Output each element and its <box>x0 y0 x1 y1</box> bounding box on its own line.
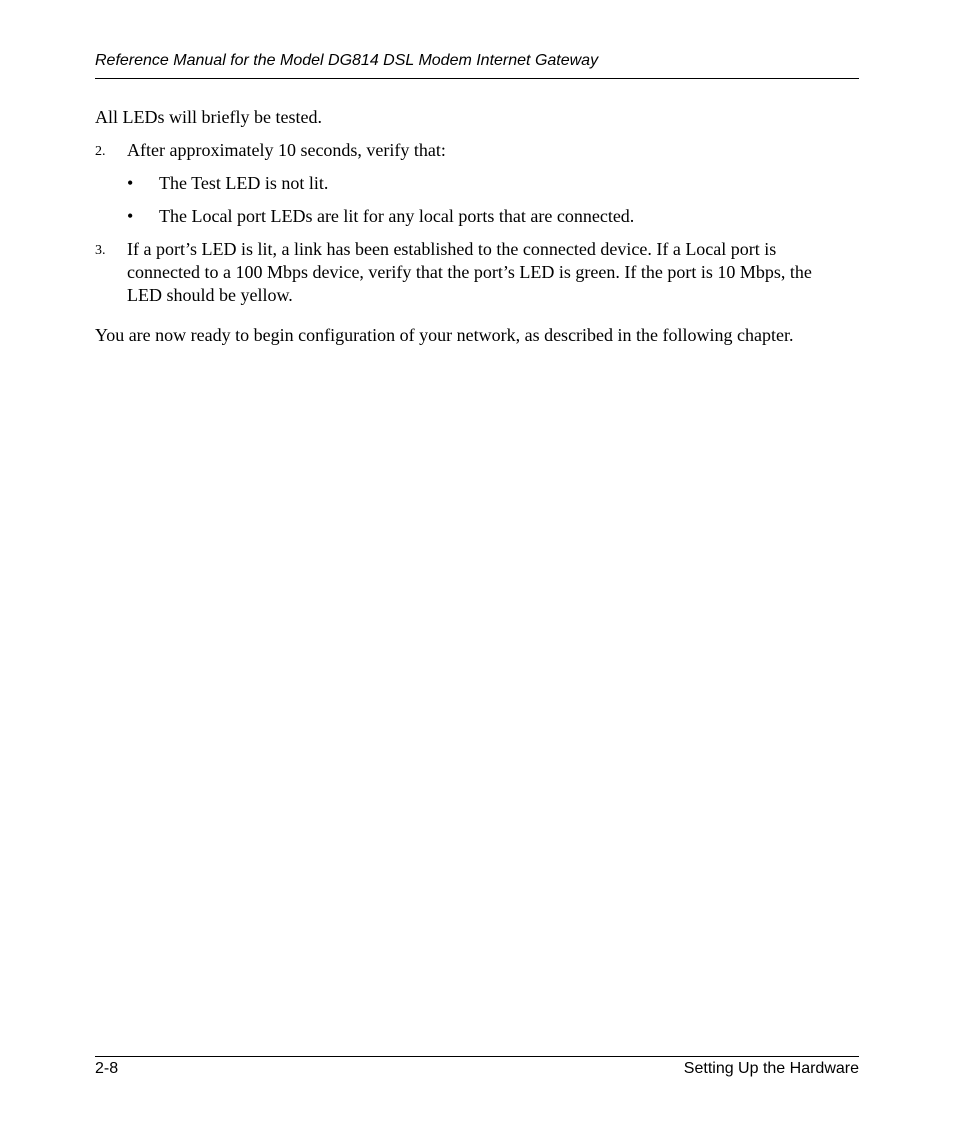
bullet-text: The Test LED is not lit. <box>159 173 329 193</box>
footer-rule <box>95 1056 859 1057</box>
intro-paragraph: All LEDs will briefly be tested. <box>95 107 322 127</box>
step-text <box>127 238 859 307</box>
header-title: Reference Manual for the Model DG814 DSL Modem Internet Gateway <box>95 52 599 69</box>
step-text-line: LED should be yellow. <box>127 285 293 305</box>
bullet-item <box>95 172 859 195</box>
closing-paragraph: You are now ready to begin configuration of your network, as described in the following chapter. <box>95 325 794 345</box>
page-number: 2-8 <box>95 1060 119 1077</box>
running-header <box>95 51 859 71</box>
step-text-line: If a port’s LED is lit, a link has been established to the connected device. If a Local port is <box>127 239 777 259</box>
step-number: 3. <box>95 243 106 258</box>
step-2 <box>95 139 859 162</box>
bullet-glyph: • <box>127 206 134 226</box>
bullet-text: The Local port LEDs are lit for any local ports that are connected. <box>159 206 635 226</box>
bullet-glyph: • <box>127 173 134 193</box>
step-text-line: connected to a 100 Mbps device, verify that the port’s LED is green. If the port is 10 Mbps, the <box>127 262 812 282</box>
step-number: 2. <box>95 144 106 159</box>
step-text: After approximately 10 seconds, verify that: <box>127 140 446 160</box>
bullet-item <box>95 205 859 228</box>
footer-section-title: Setting Up the Hardware <box>683 1060 859 1077</box>
page-body <box>95 106 859 347</box>
step-3 <box>95 238 859 307</box>
header-rule <box>95 78 859 79</box>
